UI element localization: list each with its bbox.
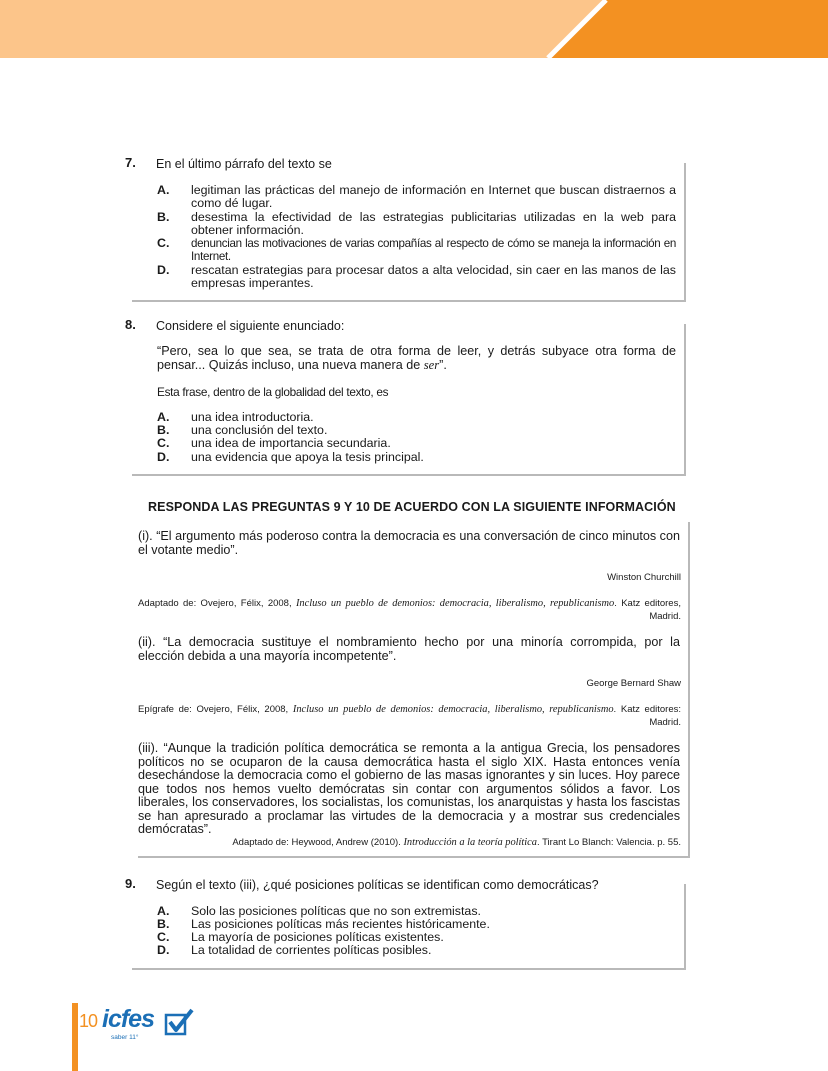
option-letter: B. bbox=[157, 423, 170, 437]
question-9-option-d[interactable] bbox=[157, 944, 557, 957]
question-7-option-d[interactable] bbox=[157, 264, 676, 290]
option-text: rescatan estrategias para procesar datos a alta velocidad, sin caer en las manos de las empresas imperantes. bbox=[191, 263, 676, 290]
option-text: legitiman las prácticas del manejo de información en Internet que buscan distraernos a como dé lugar. bbox=[191, 183, 676, 210]
quote-italic-word: ser bbox=[423, 357, 440, 372]
question-8-quote bbox=[157, 345, 676, 372]
source-title: Incluso un pueblo de demonios: democracia, liberalismo, republicanismo bbox=[295, 598, 615, 609]
option-text: una evidencia que apoya la tesis principal. bbox=[191, 450, 424, 464]
option-letter: B. bbox=[157, 917, 170, 931]
question-8-number: 8. bbox=[125, 317, 136, 332]
source-title: Introducción a la teoría política bbox=[403, 837, 537, 848]
option-text: Solo las posiciones políticas que no son extremistas. bbox=[191, 904, 481, 918]
option-letter: D. bbox=[157, 450, 170, 464]
source-prefix: Adaptado de: Ovejero, Félix, 2008, bbox=[138, 598, 292, 609]
section-title: RESPONDA LAS PREGUNTAS 9 Y 10 DE ACUERDO CON LA SIGUIENTE INFORMACIÓN bbox=[148, 500, 676, 514]
source-suffix: . Katz editores: Madrid. bbox=[613, 704, 681, 728]
question-7-stem: En el último párrafo del texto se bbox=[156, 157, 332, 171]
text-ii-quote: (ii). “La democracia sustituye el nombramiento hecho por una minoría corrompida, por la elección debida a una mayoría incompetente”. bbox=[138, 635, 680, 663]
page-number-bar bbox=[72, 1003, 78, 1071]
question-8-option-d[interactable] bbox=[157, 451, 557, 464]
text-ii-author: George Bernard Shaw bbox=[586, 678, 681, 689]
option-text: una idea de importancia secundaria. bbox=[191, 436, 391, 450]
option-letter: D. bbox=[157, 263, 170, 277]
icfes-logo bbox=[102, 1005, 202, 1045]
question-8-stem: Considere el siguiente enunciado: bbox=[156, 319, 345, 333]
option-text: denuncian las motivaciones de varias compañías al respecto de cómo se maneja la información en Internet. bbox=[191, 237, 676, 263]
logo-text: icfes bbox=[102, 1005, 154, 1033]
option-letter: C. bbox=[157, 236, 170, 250]
option-letter: A. bbox=[157, 410, 170, 424]
source-prefix: Epígrafe de: Ovejero, Félix, 2008, bbox=[138, 704, 289, 715]
text-i-quote: (i). “El argumento más poderoso contra la democracia es una conversación de cinco minutos con el votante medio”. bbox=[138, 529, 680, 557]
option-text: desestima la efectividad de las estrategias publicitarias utilizadas en la web para obtener información. bbox=[191, 210, 676, 237]
question-7-option-c[interactable] bbox=[157, 237, 676, 263]
option-letter: C. bbox=[157, 436, 170, 450]
question-7-option-b[interactable] bbox=[157, 211, 676, 237]
option-letter: D. bbox=[157, 943, 170, 957]
text-iii-source bbox=[180, 836, 681, 849]
source-title: Incluso un pueblo de demonios: democracia, liberalismo, republicanismo bbox=[292, 704, 614, 715]
source-suffix: . Katz editores, Madrid. bbox=[614, 598, 681, 622]
option-letter: A. bbox=[157, 183, 170, 197]
text-i-author: Winston Churchill bbox=[607, 572, 681, 583]
option-text: una idea introductoria. bbox=[191, 410, 314, 424]
option-letter: C. bbox=[157, 930, 170, 944]
option-text: Las posiciones políticas más recientes históricamente. bbox=[191, 917, 490, 931]
text-iii-quote: (iii). “Aunque la tradición política democrática se remonta a la antigua Grecia, los pensadores políticos no se ocuparon de la causa democrática hasta el siglo XIX. Hasta entonces venía desechándose la democracia como el gobierno de las masas ignorantes y sin luces. Hoy parece que todos nos hemos vuelto demócratas sin contar con argumentos sólidos a favor. Los liberales, los conservadores, los socialistas, los comunistas, los anarquistas y hasta los fascistas se han apresurado a proclamar las virtudes de la democracia y a mostrar sus credenciales demócratas”. bbox=[138, 741, 680, 836]
question-8-prompt: Esta frase, dentro de la globalidad del texto, es bbox=[157, 385, 389, 399]
option-text: La mayoría de posiciones políticas existentes. bbox=[191, 930, 444, 944]
header-band bbox=[0, 0, 828, 58]
question-8-option-c[interactable] bbox=[157, 437, 557, 450]
source-prefix: Adaptado de: Heywood, Andrew (2010). bbox=[232, 837, 401, 848]
source-suffix: . Tirant Lo Blanch: Valencia. p. 55. bbox=[537, 837, 681, 848]
question-7-option-a[interactable] bbox=[157, 184, 676, 210]
text-ii-source bbox=[138, 703, 681, 729]
option-letter: A. bbox=[157, 904, 170, 918]
quote-main-text: “Pero, sea lo que sea, se trata de otra forma de leer, y detrás subyace otra forma de pensar... Quizás incluso, una nueva manera de bbox=[157, 344, 676, 372]
option-text: una conclusión del texto. bbox=[191, 423, 328, 437]
question-7-number: 7. bbox=[125, 155, 136, 170]
option-letter: B. bbox=[157, 210, 170, 224]
question-9-number: 9. bbox=[125, 876, 136, 891]
page-number: 10 bbox=[79, 1011, 98, 1031]
option-text: La totalidad de corrientes políticas posibles. bbox=[191, 943, 432, 957]
logo-subtext: saber 11° bbox=[111, 1034, 139, 1041]
question-9-stem: Según el texto (iii), ¿qué posiciones políticas se identifican como democráticas? bbox=[156, 878, 599, 892]
text-i-source bbox=[138, 597, 681, 623]
quote-closing: ”. bbox=[439, 357, 447, 372]
checkmark-icon bbox=[164, 1008, 194, 1036]
